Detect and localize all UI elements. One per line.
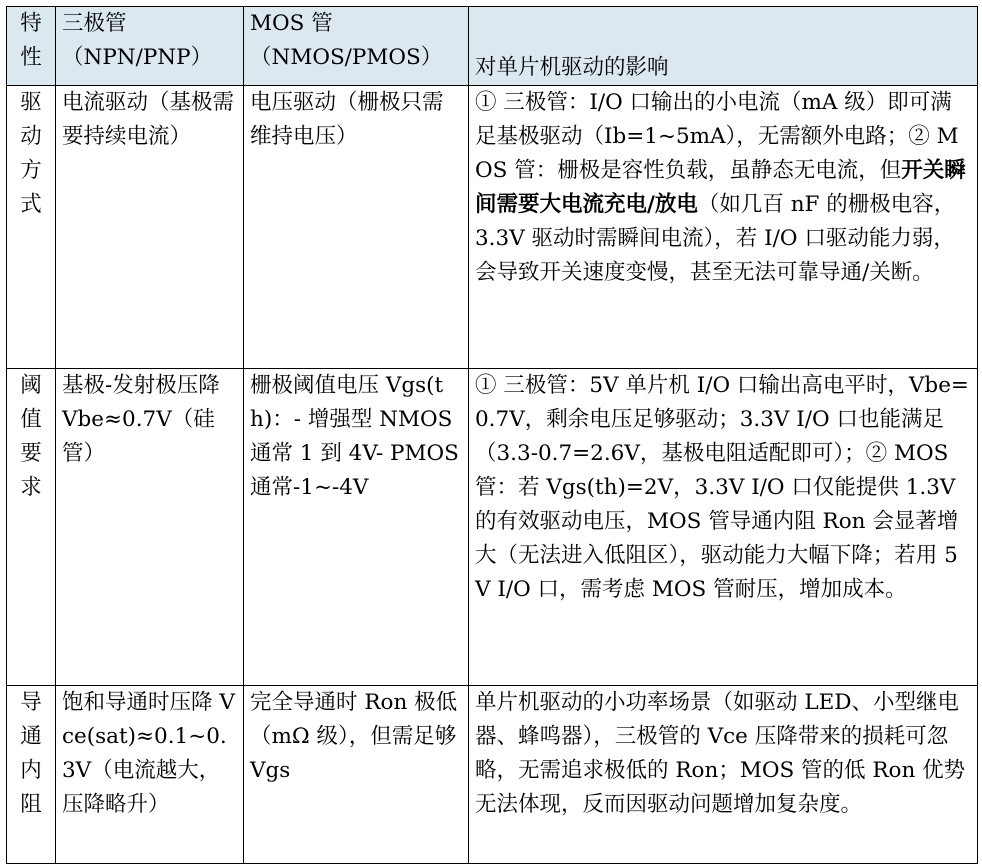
comparison-table — [6, 6, 978, 864]
impact-bold-text: 开关瞬间需要大电流充电/放电 — [475, 158, 966, 217]
row-drive-mode-bjt: 电流驱动（基极需要持续电流） — [56, 86, 244, 369]
row-drive-mode-mosfet: 电压驱动（栅极只需维持电压） — [244, 86, 469, 369]
row-drive-mode-label: 驱 动 方 式 — [7, 86, 56, 369]
row-threshold-mosfet: 栅极阈值电压 Vgs(th)：- 增强型 NMOS 通常 1 到 4V- PMOS 通常-1~-4V — [244, 369, 469, 686]
row-on-resistance-bjt: 饱和导通时压降 Vce(sat)≈0.1~0.3V（电流越大，压降略升） — [56, 686, 244, 864]
impact-text-part: （如几百 nF 的栅极电容，3.3V 驱动时需瞬间电流），若 I/O 口驱动能力弱，会导致开关速度变慢，甚至无法可靠导通/关断。 — [475, 192, 956, 285]
row-on-resistance-label: 导 通 内 阻 — [7, 686, 56, 864]
table-header-row — [7, 7, 978, 86]
header-mosfet: MOS 管 （NMOS/PMOS） — [244, 7, 469, 86]
header-mcu-impact: 对单片机驱动的影响 — [469, 7, 978, 86]
row-drive-mode-impact — [469, 86, 978, 369]
header-bjt: 三极管 （NPN/PNP） — [56, 7, 244, 86]
row-threshold-impact: ① 三极管：5V 单片机 I/O 口输出高电平时，Vbe=0.7V，剩余电压足够驱动；3.3V I/O 口也能满足（3.3-0.7=2.6V，基极电阻适配即可）；② MOS 管：若 Vgs(th)=2V，3.3V I/O 口仅能提供 1.3V 的有效驱动电压，MOS 管导通内阻 Ron 会显著增大（无法进入低阻区），驱动能力大幅下降；若用 5V I/O 口，需考虑 MOS 管耐压，增加成本。 — [469, 369, 978, 686]
row-threshold-label: 阈 值 要 求 — [7, 369, 56, 686]
row-threshold-bjt: 基极-发射极压降 Vbe≈0.7V（硅管） — [56, 369, 244, 686]
table-row — [7, 86, 978, 369]
row-on-resistance-mosfet: 完全导通时 Ron 极低（mΩ 级），但需足够 Vgs — [244, 686, 469, 864]
row-on-resistance-impact: 单片机驱动的小功率场景（如驱动 LED、小型继电器、蜂鸣器），三极管的 Vce 压降带来的损耗可忽略，无需追求极低的 Ron；MOS 管的低 Ron 优势无法体现，反而因驱动问题增加复杂度。 — [469, 686, 978, 864]
header-characteristic: 特 性 — [7, 7, 56, 86]
table-row — [7, 369, 978, 686]
table-row — [7, 686, 978, 864]
impact-text-part: ① 三极管：I/O 口输出的小电流（mA 级）即可满足基极驱动（Ib=1~5mA），无需额外电路；② MOS 管：栅极是容性负载，虽静态无电流，但 — [475, 90, 959, 183]
